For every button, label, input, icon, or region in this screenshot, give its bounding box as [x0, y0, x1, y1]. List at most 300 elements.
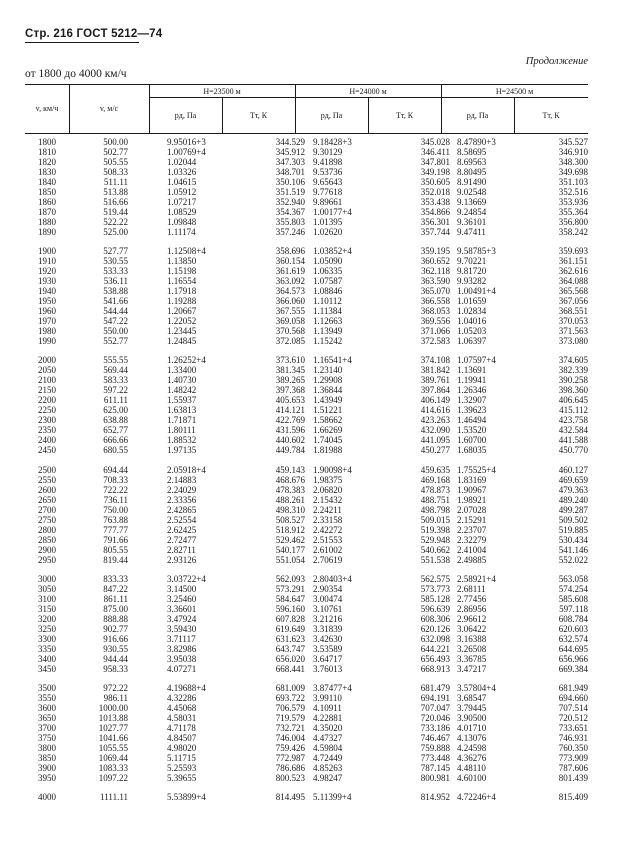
cell-pressure: 1.97135 [167, 445, 197, 456]
cell-pressure: 1.68035 [457, 445, 487, 456]
cell-speed-ms: 513.88 [103, 187, 128, 197]
cell-temperature: 551.054 [275, 554, 305, 565]
cell-pressure: 1.15242 [313, 336, 343, 347]
table-row [25, 604, 588, 614]
table-row [25, 723, 588, 733]
cell-speed-kmh: 1990 [38, 336, 56, 347]
cell-speed-kmh: 2750 [38, 514, 56, 525]
cell-temperature: 787.606 [558, 763, 588, 773]
cell-temperature: 773.909 [558, 753, 588, 763]
cell-temperature: 498.310 [275, 504, 305, 515]
cell-pressure: 1.39623 [457, 405, 487, 416]
cell-temperature: 815.409 [558, 792, 588, 803]
cell-pressure: 4.72449 [313, 753, 343, 763]
cell-speed-ms: 777.77 [103, 524, 128, 535]
cell-pressure: 2.86956 [457, 603, 487, 614]
cell-speed-ms: 833.33 [103, 573, 128, 584]
table-row [25, 654, 588, 664]
cell-speed-ms: 552.77 [103, 336, 128, 347]
cell-pressure: 9.47411 [457, 227, 486, 237]
cell-temperature: 773.448 [420, 753, 450, 763]
table-row [25, 227, 588, 237]
cell-pressure: 2.24211 [313, 504, 342, 515]
cell-pressure: 5.53899+4 [167, 792, 206, 803]
cell-temperature: 620.603 [558, 623, 588, 634]
cell-speed-kmh: 2950 [38, 554, 56, 565]
cell-temperature: 459.143 [275, 464, 305, 475]
cell-temperature: 551.538 [420, 554, 450, 565]
cell-temperature: 354.367 [275, 207, 305, 217]
cell-temperature: 459.635 [420, 464, 450, 475]
cell-pressure: 1.19288 [167, 296, 197, 307]
cell-temperature: 607.828 [275, 613, 305, 624]
cell-temperature: 746.467 [420, 733, 450, 743]
cell-temperature: 349.698 [558, 167, 588, 177]
cell-pressure: 2.51553 [313, 534, 343, 545]
cell-pressure: 1.74045 [313, 435, 343, 446]
cell-pressure: 2.42865 [167, 504, 197, 515]
cell-speed-kmh: 1980 [38, 326, 56, 337]
cell-pressure: 1.80111 [167, 425, 196, 436]
cell-speed-kmh: 1880 [38, 217, 56, 227]
cell-pressure: 9.30129 [313, 147, 343, 157]
cell-temperature: 656.966 [558, 653, 588, 664]
cell-speed-kmh: 3450 [38, 663, 56, 674]
cell-temperature: 390.258 [558, 375, 588, 386]
cell-temperature: 541.146 [558, 544, 588, 555]
cell-speed-kmh: 3400 [38, 653, 56, 664]
cell-speed-ms: 1000.00 [98, 703, 128, 713]
cell-temperature: 469.168 [420, 474, 450, 485]
cell-speed-kmh: 2350 [38, 425, 56, 436]
cell-pressure: 2.33356 [167, 494, 197, 505]
cell-pressure: 1.12663 [313, 316, 343, 327]
cell-speed-kmh: 1890 [38, 227, 56, 237]
cell-speed-kmh: 3750 [38, 733, 56, 743]
cell-speed-kmh: 2250 [38, 405, 56, 416]
cell-speed-kmh: 1910 [38, 256, 56, 267]
cell-temperature: 529.462 [275, 534, 305, 545]
cell-speed-kmh: 1800 [38, 137, 56, 147]
cell-temperature: 441.588 [558, 435, 588, 446]
cell-speed-ms: 533.33 [103, 266, 128, 277]
cell-pressure: 1.04016 [457, 316, 487, 327]
cell-temperature: 347.801 [420, 157, 450, 167]
cell-pressure: 4.01710 [457, 723, 487, 733]
cell-pressure: 4.22881 [313, 713, 343, 723]
cell-pressure: 2.77456 [457, 593, 487, 604]
cell-pressure: 1.43949 [313, 395, 343, 406]
cell-pressure: 1.32907 [457, 395, 487, 406]
cell-temperature: 540.662 [420, 544, 450, 555]
cell-temperature: 369.058 [275, 316, 305, 327]
cell-temperature: 382.339 [558, 365, 588, 376]
range-caption: от 1800 до 4000 км/ч [25, 68, 127, 80]
cell-temperature: 361.619 [275, 266, 305, 277]
cell-pressure: 1.40730 [167, 375, 197, 386]
cell-pressure: 1.05912 [167, 187, 197, 197]
cell-speed-ms: 1111.11 [100, 792, 128, 803]
table-row [25, 773, 588, 783]
cell-temperature: 619.649 [275, 623, 305, 634]
cell-pressure: 4.60100 [457, 773, 487, 783]
cell-pressure: 3.03722+4 [167, 573, 206, 584]
cell-pressure: 1.75525+4 [457, 464, 496, 475]
table-row [25, 405, 588, 415]
continuation-label: Продолжение [525, 56, 588, 67]
group-header-h2: H=24000 м [349, 87, 387, 96]
table-row [25, 246, 588, 256]
cell-pressure: 5.25593 [167, 763, 197, 773]
cell-temperature: 348.701 [275, 167, 305, 177]
col-header-v-kmh: v, км/ч [35, 104, 59, 113]
cell-speed-ms: 916.66 [103, 633, 128, 644]
cell-temperature: 355.364 [558, 207, 588, 217]
col-header-temperature: Tт, К [249, 111, 268, 120]
cell-temperature: 668.441 [275, 663, 305, 674]
header-rule [25, 42, 139, 43]
cell-temperature: 518.912 [275, 524, 305, 535]
cell-speed-ms: 1013.88 [98, 713, 128, 723]
cell-pressure: 4.24598 [457, 743, 487, 753]
table-row [25, 435, 588, 445]
cell-pressure: 5.39655 [167, 773, 197, 783]
table-row [25, 683, 588, 693]
cell-speed-kmh: 1960 [38, 306, 56, 317]
col-header-temperature: Tт, К [395, 111, 414, 120]
cell-temperature: 414.616 [420, 405, 450, 416]
cell-pressure: 2.90354 [313, 583, 343, 594]
cell-pressure: 9.89661 [313, 197, 343, 207]
cell-speed-kmh: 2800 [38, 524, 56, 535]
cell-pressure: 1.90967 [457, 484, 487, 495]
cell-temperature: 345.527 [558, 137, 588, 147]
cell-pressure: 5.11715 [167, 753, 196, 763]
cell-temperature: 499.287 [558, 504, 588, 515]
cell-pressure: 3.47924 [167, 613, 197, 624]
cell-speed-kmh: 3150 [38, 603, 56, 614]
cell-temperature: 681.009 [275, 683, 305, 693]
table-row [25, 614, 588, 624]
col-header-pressure: pд, Па [320, 111, 343, 120]
cell-pressure: 1.07217 [167, 197, 197, 207]
table-row [25, 385, 588, 395]
cell-temperature: 498.798 [420, 504, 450, 515]
cell-pressure: 1.83169 [457, 474, 487, 485]
cell-speed-kmh: 3850 [38, 753, 56, 763]
cell-temperature: 760.350 [558, 743, 588, 753]
cell-pressure: 4.72246+4 [457, 792, 496, 803]
cell-temperature: 381.842 [420, 365, 450, 376]
cell-temperature: 814.495 [275, 792, 305, 803]
table-row [25, 753, 588, 763]
cell-speed-kmh: 2100 [38, 375, 56, 386]
cell-temperature: 574.254 [558, 583, 588, 594]
cell-speed-kmh: 3700 [38, 723, 56, 733]
table-row [25, 266, 588, 276]
cell-speed-kmh: 4000 [38, 792, 56, 803]
cell-speed-kmh: 1870 [38, 207, 56, 217]
cell-pressure: 3.59430 [167, 623, 197, 634]
cell-temperature: 509.502 [558, 514, 588, 525]
cell-temperature: 397.864 [420, 385, 450, 396]
cell-temperature: 733.186 [420, 723, 450, 733]
cell-pressure: 9.58785+3 [457, 246, 496, 257]
cell-temperature: 357.744 [420, 227, 450, 237]
cell-pressure: 9.77618 [313, 187, 343, 197]
cell-pressure: 1.13850 [167, 256, 197, 267]
cell-pressure: 9.65643 [313, 177, 343, 187]
group-header-h1: H=23500 м [203, 87, 241, 96]
cell-pressure: 1.98921 [457, 494, 487, 505]
cell-speed-kmh: 3800 [38, 743, 56, 753]
cell-temperature: 361.151 [558, 256, 588, 267]
cell-speed-kmh: 1830 [38, 167, 56, 177]
cell-pressure: 4.32286 [167, 693, 197, 703]
cell-pressure: 1.23445 [167, 326, 197, 337]
cell-speed-ms: 508.33 [103, 167, 128, 177]
table-row [25, 703, 588, 713]
cell-temperature: 357.246 [275, 227, 305, 237]
cell-pressure: 9.81720 [457, 266, 487, 277]
cell-temperature: 353.936 [558, 197, 588, 207]
table-row [25, 664, 588, 674]
cell-pressure: 3.57804+4 [457, 683, 496, 693]
cell-temperature: 681.949 [558, 683, 588, 693]
cell-speed-ms: 505.55 [103, 157, 128, 167]
table-row [25, 515, 588, 525]
cell-speed-kmh: 1920 [38, 266, 56, 277]
cell-pressure: 1.81988 [313, 445, 343, 456]
cell-pressure: 3.76013 [313, 663, 343, 674]
cell-temperature: 469.659 [558, 474, 588, 485]
cell-temperature: 669.384 [558, 663, 588, 674]
cell-pressure: 1.51221 [313, 405, 343, 416]
cell-pressure: 1.16554 [167, 276, 197, 287]
cell-speed-kmh: 1950 [38, 296, 56, 307]
cell-speed-ms: 516.66 [103, 197, 128, 207]
cell-pressure: 4.36276 [457, 753, 487, 763]
table-row [25, 157, 588, 167]
cell-speed-kmh: 3600 [38, 703, 56, 713]
cell-temperature: 563.058 [558, 573, 588, 584]
cell-temperature: 358.696 [275, 246, 305, 257]
col-header-temperature: Tт, К [542, 111, 560, 120]
cell-pressure: 2.15291 [457, 514, 487, 525]
cell-pressure: 1.22052 [167, 316, 197, 327]
cell-pressure: 2.70619 [313, 554, 343, 565]
cell-pressure: 1.00491+4 [457, 286, 496, 297]
cell-temperature: 801.439 [558, 773, 588, 783]
cell-speed-kmh: 2300 [38, 415, 56, 426]
cell-pressure: 3.95038 [167, 653, 197, 664]
cell-speed-kmh: 3000 [38, 573, 56, 584]
table-row [25, 555, 588, 565]
table-row [25, 365, 588, 375]
cell-temperature: 694.660 [558, 693, 588, 703]
table-row [25, 147, 588, 157]
cell-pressure: 4.85263 [313, 763, 343, 773]
cell-temperature: 759.888 [420, 743, 450, 753]
cell-pressure: 1.58662 [313, 415, 343, 426]
table-row [25, 475, 588, 485]
cell-temperature: 353.438 [420, 197, 450, 207]
cell-pressure: 1.03852+4 [313, 246, 352, 257]
cell-pressure: 3.25460 [167, 593, 197, 604]
cell-pressure: 1.00769+4 [167, 147, 206, 157]
col-header-pressure: pд, Па [466, 111, 489, 120]
table-row [25, 465, 588, 475]
cell-pressure: 2.72477 [167, 534, 197, 545]
table-row [25, 644, 588, 654]
cell-temperature: 468.676 [275, 474, 305, 485]
cell-pressure: 1.02834 [457, 306, 487, 317]
cell-temperature: 365.070 [420, 286, 450, 297]
cell-temperature: 644.695 [558, 643, 588, 654]
cell-speed-kmh: 1930 [38, 276, 56, 287]
cell-pressure: 4.07271 [167, 663, 197, 674]
cell-speed-kmh: 1820 [38, 157, 56, 167]
table-row [25, 207, 588, 217]
cell-temperature: 707.047 [420, 703, 450, 713]
cell-speed-ms: 527.77 [103, 246, 128, 257]
cell-speed-ms: 538.88 [103, 286, 128, 297]
cell-temperature: 656.493 [420, 653, 450, 664]
cell-temperature: 656.020 [275, 653, 305, 664]
cell-temperature: 364.088 [558, 276, 588, 287]
cell-speed-ms: 944.44 [103, 653, 128, 664]
table-row [25, 336, 588, 346]
cell-temperature: 759.426 [275, 743, 305, 753]
cell-speed-ms: 597.22 [103, 385, 128, 396]
cell-temperature: 720.046 [420, 713, 450, 723]
cell-speed-ms: 525.00 [103, 227, 128, 237]
table-row [25, 693, 588, 703]
cell-temperature: 363.092 [275, 276, 305, 287]
cell-pressure: 9.36101 [457, 217, 487, 227]
cell-speed-ms: 583.33 [103, 375, 128, 386]
table-row [25, 594, 588, 604]
cell-temperature: 423.758 [558, 415, 588, 426]
cell-temperature: 374.108 [420, 355, 450, 366]
cell-speed-kmh: 1840 [38, 177, 56, 187]
cell-speed-ms: 569.44 [103, 365, 128, 376]
cell-speed-kmh: 3500 [38, 683, 56, 693]
cell-pressure: 1.60700 [457, 435, 487, 446]
cell-pressure: 2.14883 [167, 474, 197, 485]
cell-temperature: 351.103 [558, 177, 588, 187]
cell-pressure: 9.95016+3 [167, 137, 206, 147]
cell-pressure: 4.58031 [167, 713, 197, 723]
cell-pressure: 1.08529 [167, 207, 197, 217]
cell-pressure: 3.06422 [457, 623, 487, 634]
cell-pressure: 3.53589 [313, 643, 343, 654]
table-row [25, 425, 588, 435]
cell-speed-kmh: 3950 [38, 773, 56, 783]
cell-speed-ms: 875.00 [103, 603, 128, 614]
cell-temperature: 371.066 [420, 326, 450, 337]
cell-pressure: 2.52554 [167, 514, 197, 525]
cell-speed-kmh: 1900 [38, 246, 56, 257]
cell-temperature: 355.803 [275, 217, 305, 227]
table-row [25, 743, 588, 753]
cell-pressure: 3.87477+4 [313, 683, 352, 693]
cell-speed-ms: 502.77 [103, 147, 128, 157]
cell-pressure: 2.61002 [313, 544, 343, 555]
cell-speed-kmh: 3900 [38, 763, 56, 773]
cell-pressure: 1.11384 [313, 306, 342, 317]
table-row [25, 316, 588, 326]
cell-speed-kmh: 2000 [38, 355, 56, 366]
cell-speed-ms: 1055.55 [98, 743, 128, 753]
cell-temperature: 585.128 [420, 593, 450, 604]
cell-temperature: 366.558 [420, 296, 450, 307]
cell-temperature: 423.263 [420, 415, 450, 426]
table-row [25, 187, 588, 197]
table-row [25, 624, 588, 634]
cell-temperature: 449.784 [275, 445, 305, 456]
cell-speed-ms: 666.66 [103, 435, 128, 446]
cell-pressure: 1.53520 [457, 425, 487, 436]
cell-temperature: 489.240 [558, 494, 588, 505]
cell-speed-kmh: 3550 [38, 693, 56, 703]
cell-speed-ms: 1083.33 [98, 763, 128, 773]
cell-pressure: 2.07028 [457, 504, 487, 515]
cell-speed-kmh: 2500 [38, 464, 56, 475]
cell-pressure: 1.03326 [167, 167, 197, 177]
table-row [25, 733, 588, 743]
cell-temperature: 372.085 [275, 336, 305, 347]
cell-speed-kmh: 2150 [38, 385, 56, 396]
table-row [25, 197, 588, 207]
cell-speed-kmh: 1940 [38, 286, 56, 297]
cell-temperature: 620.126 [420, 623, 450, 634]
cell-pressure: 1.13691 [457, 365, 487, 376]
table-row [25, 584, 588, 594]
cell-temperature: 585.608 [558, 593, 588, 604]
cell-temperature: 373.080 [558, 336, 588, 347]
cell-temperature: 422.769 [275, 415, 305, 426]
cell-speed-ms: 819.44 [103, 554, 128, 565]
cell-pressure: 2.23707 [457, 524, 487, 535]
cell-pressure: 4.19688+4 [167, 683, 206, 693]
cell-pressure: 3.90500 [457, 713, 487, 723]
cell-temperature: 746.931 [558, 733, 588, 743]
cell-pressure: 1.00177+4 [313, 207, 352, 217]
cell-speed-ms: 536.11 [103, 276, 128, 287]
cell-pressure: 9.70221 [457, 256, 487, 267]
cell-pressure: 3.14500 [167, 583, 197, 594]
cell-pressure: 1.90098+4 [313, 464, 352, 475]
cell-pressure: 2.49885 [457, 554, 487, 565]
cell-pressure: 4.98247 [313, 773, 343, 783]
cell-pressure: 8.80495 [457, 167, 487, 177]
cell-temperature: 370.053 [558, 316, 588, 327]
cell-pressure: 1.06397 [457, 336, 487, 347]
table-row [25, 177, 588, 187]
cell-pressure: 1.29908 [313, 375, 343, 386]
table-row [25, 505, 588, 515]
cell-pressure: 3.36601 [167, 603, 197, 614]
cell-speed-ms: 763.88 [103, 514, 128, 525]
cell-speed-kmh: 3200 [38, 613, 56, 624]
cell-speed-ms: 972.22 [103, 683, 128, 693]
cell-temperature: 573.773 [420, 583, 450, 594]
cell-speed-ms: 1097.22 [98, 773, 128, 783]
cell-pressure: 3.26508 [457, 643, 487, 654]
col-header-pressure: pд, Па [174, 111, 197, 120]
cell-temperature: 644.221 [420, 643, 450, 654]
